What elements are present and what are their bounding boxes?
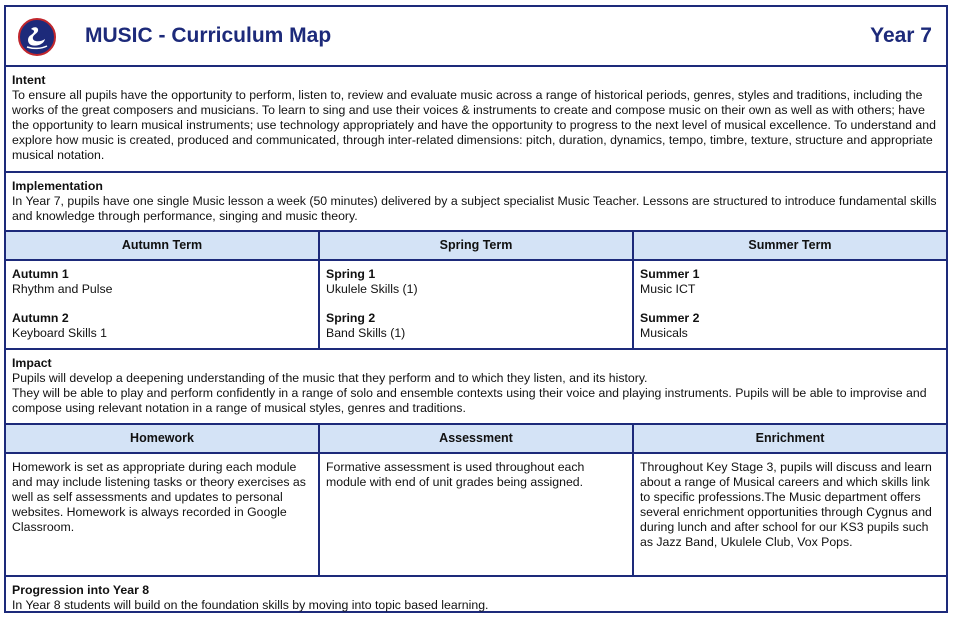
extras-header-row <box>6 425 946 454</box>
terms-header-row <box>6 232 946 261</box>
year-label: Year 7 <box>870 24 932 47</box>
spring-1-topic: Ukulele Skills (1) <box>326 282 418 296</box>
extras-content-row <box>6 454 946 577</box>
spring-1-label: Spring 1 <box>326 267 376 281</box>
implementation-text: In Year 7, pupils have one single Music lesson a week (50 minutes) delivered by a subject specialist Music Teacher. Lessons are structured to introduce fundamental skills and knowledge through performance, singing and music theory. <box>12 194 937 223</box>
intent-heading: Intent <box>12 73 46 87</box>
intent-text: To ensure all pupils have the opportunity to perform, listen to, review and evaluate music across a range of historical periods, genres, styles and traditions, including the works of the great composers and musicians. To learn to sing and use their voices & instruments to create and compose music on their own as well as with others; have the opportunity to learn musical instruments; use technology appropriately and have the opportunity to progress to the next level of musical excellence. To understand and explore how music is created, produced and communicated, through inter-related dimensions: pitch, duration, dynamics, tempo, timbre, texture, structure and appropriate musical notation. <box>12 88 936 162</box>
impact-text-line-1: Pupils will develop a deepening understanding of the music that they perform and to which they listen, and its history. <box>12 371 648 385</box>
spring-term-header: Spring Term <box>320 232 634 259</box>
page-title: MUSIC - Curriculum Map <box>85 24 332 47</box>
enrichment-header: Enrichment <box>634 425 946 452</box>
implementation-section <box>6 173 946 232</box>
autumn-term-header: Autumn Term <box>6 232 320 259</box>
summer-2-topic: Musicals <box>640 326 688 340</box>
spring-2-label: Spring 2 <box>326 311 376 325</box>
autumn-1-label: Autumn 1 <box>12 267 69 281</box>
spring-2-topic: Band Skills (1) <box>326 326 406 340</box>
autumn-2-label: Autumn 2 <box>12 311 69 325</box>
autumn-2-topic: Keyboard Skills 1 <box>12 326 108 340</box>
progression-heading: Progression into Year 8 <box>12 583 150 597</box>
spring-term-cell <box>320 261 634 348</box>
implementation-heading: Implementation <box>12 179 103 193</box>
summer-1-label: Summer 1 <box>640 267 700 281</box>
school-swan-logo-icon <box>18 18 56 56</box>
autumn-1-topic: Rhythm and Pulse <box>12 282 113 296</box>
enrichment-cell: Throughout Key Stage 3, pupils will discuss and learn about a range of Musical careers and which skills link to specific professions.The Music department offers several enrichment opportunities through Cygnus and during lunch and after school for our KS3 pupils such as Jazz Band, Ukulele Club, Vox Pops. <box>640 460 932 549</box>
impact-text-line-2: They will be able to play and perform confidently in a range of solo and ensemble contexts using their voice and playing instruments. Pupils will be able to improvise and compose using relevant notation in a range of musical styles, genres and traditions. <box>12 386 927 415</box>
summer-term-header: Summer Term <box>634 232 946 259</box>
intent-section <box>6 67 946 173</box>
assessment-header: Assessment <box>320 425 634 452</box>
impact-section <box>6 350 946 425</box>
homework-header: Homework <box>6 425 320 452</box>
assessment-cell: Formative assessment is used throughout each module with end of unit grades being assigned. <box>320 454 634 575</box>
progression-text: In Year 8 students will build on the foundation skills by moving into topic based learning. <box>12 598 489 612</box>
progression-section <box>6 577 946 611</box>
impact-heading: Impact <box>12 356 52 370</box>
autumn-term-cell <box>6 261 320 348</box>
page-header <box>6 7 946 67</box>
summer-1-topic: Music ICT <box>640 282 696 296</box>
curriculum-map <box>4 5 948 613</box>
summer-term-cell <box>634 261 946 348</box>
terms-content-row <box>6 261 946 350</box>
summer-2-label: Summer 2 <box>640 311 700 325</box>
homework-cell: Homework is set as appropriate during each module and may include listening tasks or theory exercises as well as self assessments and updates to personal websites. Homework is always recorded in Google Classroom. <box>6 454 320 575</box>
